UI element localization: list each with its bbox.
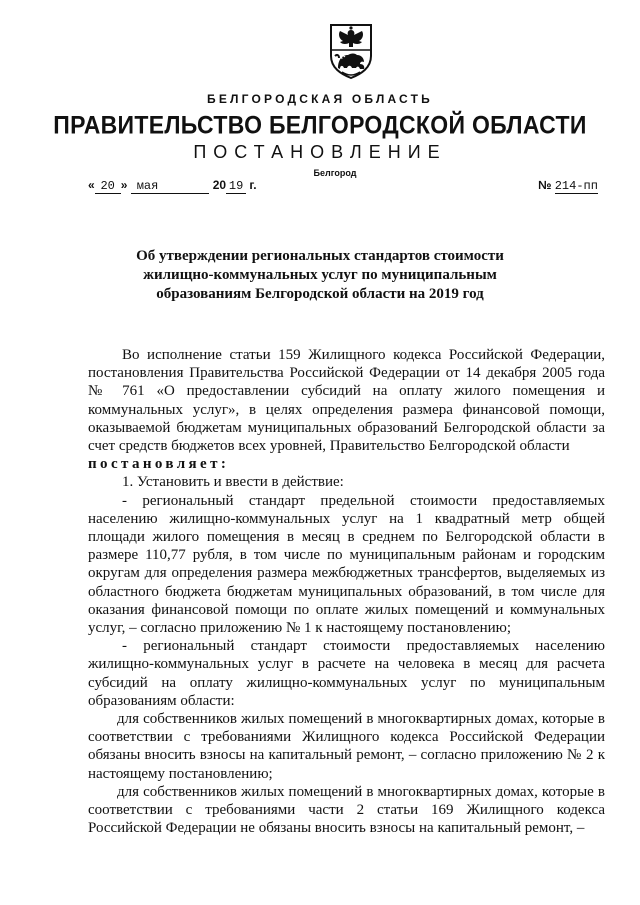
date-year-suffix: 19 <box>226 179 246 194</box>
standard-paragraph-1: - региональный стандарт предельной стоимости предоставляемых населению жилищно-коммунальных услуг на 1 квадратный метр общей площади жилого помещения в месяц в среднем по Белгородской области в размере 110,77 рубля, в том числе по муниципальным районам и городским округам для определения размера межбюджетных трансфертов, выделяемых из областного бюджета бюджетам муниципальных образований, в том числе для оказания финансовой помощи по оплате жилых помещений и коммунальных услуг, – согласно приложению № 1 к настоящему постановлению; <box>88 492 605 637</box>
item-1-heading: 1. Установить и ввести в действие: <box>122 474 344 491</box>
title-line: образованиям Белгородской области на 2019 год <box>156 286 484 302</box>
date-open-quote: « <box>88 178 95 192</box>
date-year-unit: г. <box>249 178 257 192</box>
decree-number <box>538 178 598 194</box>
standard-paragraph-2: - региональный стандарт стоимости предоставляемых населению жилищно-коммунальных услуг в расчете на человека в месяц для расчета субсидий на оплату жилищно-коммунальных услуг по муниципальным образованиям области: <box>88 638 605 709</box>
city-name: Белгород <box>313 168 357 178</box>
resolves-word: постановляет: <box>88 456 230 473</box>
date-month: мая <box>131 179 209 194</box>
region-name: БЕЛГОРОДСКАЯ ОБЛАСТЬ <box>207 92 433 106</box>
date-close-quote: » <box>120 178 128 192</box>
title-line: Об утверждении региональных стандартов стоимости <box>136 248 504 264</box>
owners-paragraph-2: для собственников жилых помещений в многоквартирных домах, которые в соответствии с требованиями части 2 статьи 169 Жилищного кодекса Российской Федерации не обязаны вносить взносы на капитальный ремонт, – <box>88 783 605 837</box>
coat-of-arms-emblem <box>326 22 376 80</box>
number-value: 214-пп <box>554 179 598 193</box>
date-year-prefix: 20 <box>212 178 227 192</box>
document-type: ПОСТАНОВЛЕНИЕ <box>193 142 447 162</box>
preamble-paragraph: Во исполнение статьи 159 Жилищного кодекса Российской Федерации, постановления Правительства Российской Федерации от 14 декабря 2005 года № 761 «О предоставлении субсидий на оплату жилого помещения и коммунальных услуг», в целях определения размера финансовой помощи, оказываемой бюджетам муниципальных образований Белгородской области за счет средств бюджетов всех уровней, Правительство Белгородской области <box>88 347 605 455</box>
date-day: 20 <box>95 179 121 194</box>
government-name: ПРАВИТЕЛЬСТВО БЕЛГОРОДСКОЙ ОБЛАСТИ <box>53 110 587 139</box>
document-body <box>88 346 605 837</box>
number-sign: № <box>538 178 552 192</box>
decree-date <box>88 178 257 194</box>
document-title <box>120 247 520 304</box>
title-line: жилищно-коммунальных услуг по муниципальным <box>143 267 497 283</box>
owners-paragraph-1: для собственников жилых помещений в многоквартирных домах, которые в соответствии с требованиями Жилищного кодекса Российской Федерации обязаны вносить взносы на капитальный ремонт, – согласно приложению № 2 к настоящему постановлению; <box>88 711 605 782</box>
